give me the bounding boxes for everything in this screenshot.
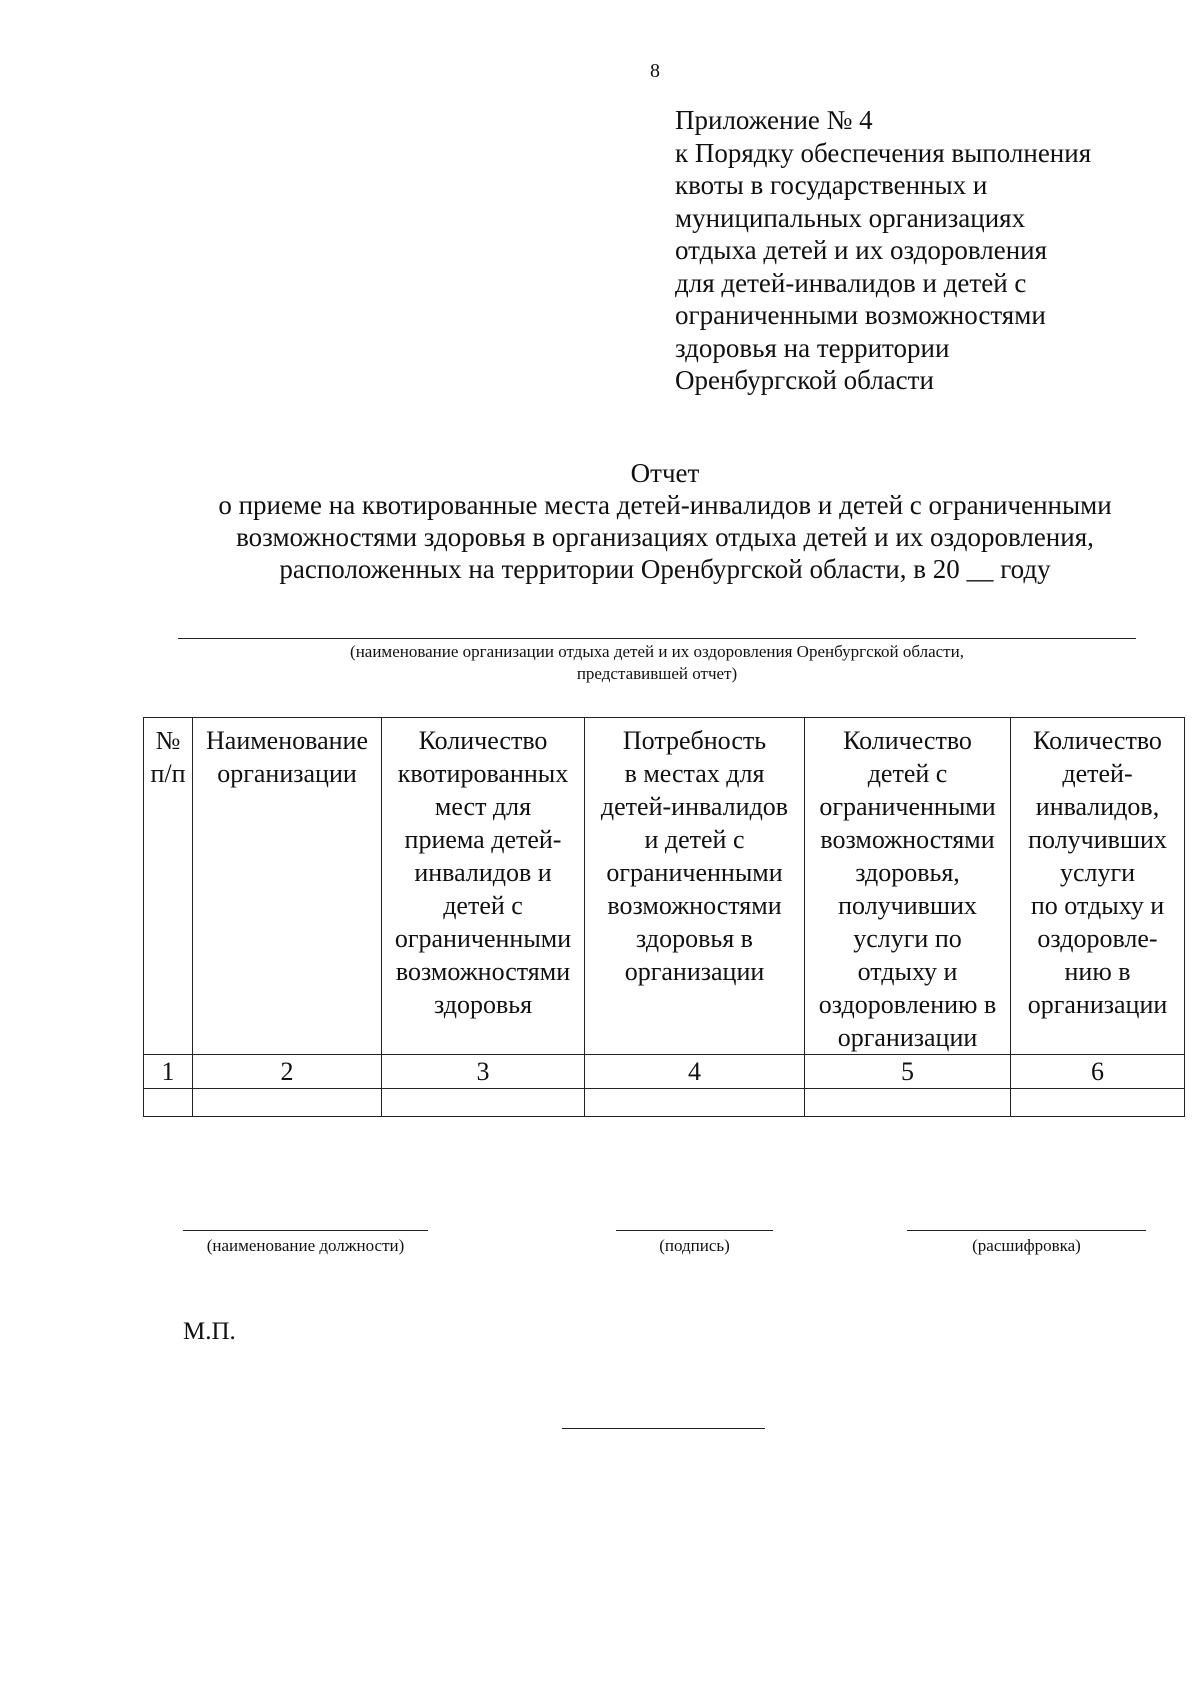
stamp-place: М.П. [183, 1318, 236, 1345]
appendix-line: для детей-инвалидов и детей с [675, 267, 1027, 298]
table-cell [193, 1089, 382, 1117]
table-header-row [144, 718, 1185, 1055]
organization-caption-line: представившей отчет) [576, 664, 738, 683]
organization-caption-line: (наименование организации отдыха детей и их оздоровления Оренбургской области, [350, 642, 964, 661]
table-cell [144, 1089, 193, 1117]
position-signature-line [183, 1230, 428, 1231]
appendix-line: квоты в государственных и [675, 170, 988, 200]
column-number-row [144, 1055, 1185, 1089]
report-table [143, 717, 1185, 1117]
header-cell-children-limited-health: Количество детей с ограниченными возможностями здоровья, получивших услуги по отдыху и оздоровлению в организации [805, 718, 1011, 1055]
report-subtitle-line: о приеме на квотированные места детей-инвалидов и детей с ограниченными [218, 490, 1112, 520]
column-number-cell: 2 [193, 1055, 382, 1089]
page-number: 8 [650, 60, 660, 82]
header-cell-demand: Потребность в местах для детей-инвалидов и детей с ограниченными возможностями здоровья в организации [585, 718, 805, 1055]
column-number-cell: 3 [382, 1055, 585, 1089]
appendix-line: ограниченными возможностями [675, 300, 1046, 330]
appendix-line: к Порядку обеспечения выполнения [675, 137, 1092, 168]
appendix-line: муниципальных организациях [675, 202, 1026, 233]
report-title-block [0, 457, 1200, 585]
header-cell-organization: Наименование организации [193, 718, 382, 1055]
column-number-cell: 5 [805, 1055, 1011, 1089]
header-cell-quota-places: Количество квотированных мест для приема детей- инвалидов и детей с ограниченными возможностями здоровья [382, 718, 585, 1055]
appendix-line: здоровья на территории [675, 332, 950, 363]
position-caption: (наименование должности) [206, 1236, 405, 1255]
table-cell [1011, 1089, 1185, 1117]
report-subtitle-line: расположенных на территории Оренбургской области, в 20 __ году [279, 554, 1051, 584]
decoding-caption: (расшифровка) [972, 1236, 1081, 1255]
table-cell [382, 1089, 585, 1117]
header-cell-disabled-children: Количество детей- инвалидов, получивших услуги по отдыху и оздоровле- нию в организации [1011, 718, 1185, 1055]
report-subtitle-line: возможностями здоровья в организациях отдыха детей и их оздоровления, [236, 522, 1094, 552]
report-title: Отчет [630, 458, 700, 488]
decoding-signature-line [907, 1230, 1146, 1231]
table-cell [805, 1089, 1011, 1117]
column-number-cell: 6 [1011, 1055, 1185, 1089]
header-cell-number: № п/п [144, 718, 193, 1055]
table-row [144, 1089, 1185, 1117]
appendix-line: Оренбургской области [675, 365, 934, 395]
signature-line [616, 1230, 773, 1231]
table-cell [585, 1089, 805, 1117]
appendix-line: отдыха детей и их оздоровления [675, 235, 1048, 265]
column-number-cell: 1 [144, 1055, 193, 1089]
appendix-line: Приложение № 4 [675, 105, 873, 135]
column-number-cell: 4 [585, 1055, 805, 1089]
signature-caption: (подпись) [659, 1236, 730, 1255]
bottom-rule [562, 1428, 765, 1429]
organization-caption [178, 641, 1136, 685]
organization-name-line [178, 638, 1136, 639]
appendix-block [675, 104, 1175, 397]
